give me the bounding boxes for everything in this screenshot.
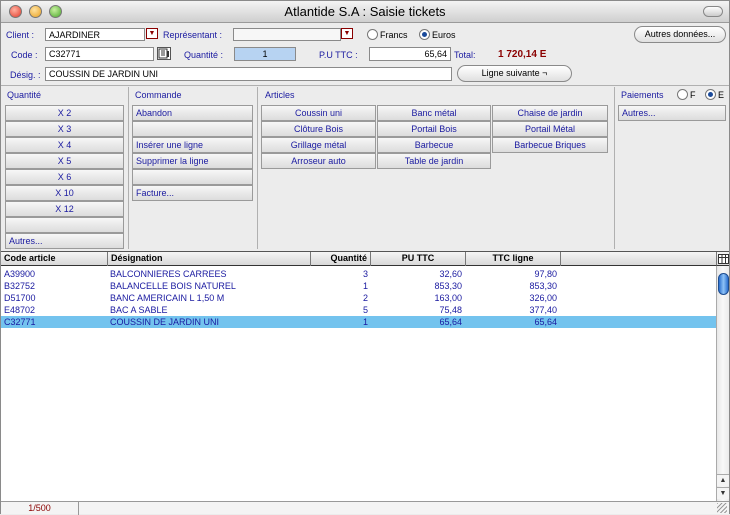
article-table-jardin-button[interactable]: Table de jardin (377, 153, 491, 169)
cell-designation: BALCONNIERES CARREES (110, 269, 227, 279)
column-header-designation[interactable]: Désignation (108, 252, 311, 266)
column-chooser-icon[interactable] (716, 252, 729, 266)
cell-designation: COUSSIN DE JARDIN UNI (110, 317, 220, 327)
cell-quantite: 1 (362, 281, 368, 291)
multiply-4-button[interactable]: X 4 (5, 137, 124, 153)
scroll-down-arrow-icon[interactable]: ▼ (717, 487, 729, 499)
cell-quantite: 1 (362, 317, 368, 327)
code-field[interactable]: C32771 (45, 47, 154, 61)
panel-separator (614, 87, 615, 249)
client-label: Client : (6, 30, 35, 40)
total-label: Total: (454, 50, 476, 60)
client-dropdown-arrow-icon[interactable]: ▼ (146, 28, 158, 39)
table-header (1, 252, 717, 266)
scroll-up-arrow-icon[interactable]: ▲ (717, 474, 729, 486)
client-field[interactable]: AJARDINER (45, 28, 145, 41)
paiement-f-radio[interactable] (677, 89, 688, 100)
column-header-pu-ttc[interactable]: PU TTC (371, 252, 466, 266)
francs-label: Francs (380, 30, 408, 40)
paiement-e-label: E (718, 90, 725, 100)
cell-code: C32771 (4, 317, 36, 327)
code-lookup-icon[interactable] (157, 47, 171, 60)
scrollbar-thumb[interactable] (718, 273, 729, 295)
cell-code: D51700 (4, 293, 36, 303)
cell-pu-ttc: 75,48 (439, 305, 462, 315)
multiply-6-button[interactable]: X 6 (5, 169, 124, 185)
quantite-label: Quantité : (184, 50, 224, 60)
cell-code: E48702 (4, 305, 36, 315)
cell-quantite: 2 (362, 293, 368, 303)
cell-code: A39900 (4, 269, 36, 279)
table-row[interactable] (1, 292, 717, 304)
inserer-ligne-button[interactable]: Insérer une ligne (132, 137, 253, 153)
panel-separator (257, 87, 258, 249)
commande-blank-button-2[interactable] (132, 169, 253, 185)
multiply-3-button[interactable]: X 3 (5, 121, 124, 137)
code-label: Code : (11, 50, 38, 60)
table-row[interactable] (1, 304, 717, 316)
cell-pu-ttc: 853,30 (434, 281, 462, 291)
multiply-2-button[interactable]: X 2 (5, 105, 124, 121)
ticket-lines-table[interactable] (1, 251, 729, 501)
representant-field[interactable] (233, 28, 341, 41)
table-row[interactable] (1, 268, 717, 280)
toolbar-toggle-button[interactable] (703, 6, 723, 17)
abandon-button[interactable]: Abandon (132, 105, 253, 121)
column-header-code-article[interactable]: Code article (1, 252, 108, 266)
cell-pu-ttc: 163,00 (434, 293, 462, 303)
article-coussin-uni-button[interactable]: Coussin uni (261, 105, 376, 121)
window-title: Atlantide S.A : Saisie tickets (284, 4, 446, 19)
multiply-12-button[interactable]: X 12 (5, 201, 124, 217)
article-portail-bois-button[interactable]: Portail Bois (377, 121, 491, 137)
status-bar (1, 501, 729, 514)
multiply-10-button[interactable]: X 10 (5, 185, 124, 201)
supprimer-ligne-button[interactable]: Supprimer la ligne (132, 153, 253, 169)
ligne-suivante-button[interactable]: Ligne suivante ¬ (457, 65, 572, 82)
cell-ttc-ligne: 853,30 (529, 281, 557, 291)
paiement-autres-button[interactable]: Autres... (618, 105, 726, 121)
desig-label: Désig. : (10, 70, 41, 80)
title-bar (1, 1, 729, 23)
table-row[interactable] (1, 280, 717, 292)
article-banc-metal-button[interactable]: Banc métal (377, 105, 491, 121)
cell-ttc-ligne: 377,40 (529, 305, 557, 315)
cell-ttc-ligne: 326,00 (529, 293, 557, 303)
pu-ttc-label: P.U TTC : (319, 50, 358, 60)
form-divider (1, 85, 729, 86)
multiply-5-button[interactable]: X 5 (5, 153, 124, 169)
article-grillage-metal-button[interactable]: Grillage métal (261, 137, 376, 153)
paiement-e-radio[interactable] (705, 89, 716, 100)
euros-radio[interactable] (419, 29, 430, 40)
commande-panel-title: Commande (135, 90, 182, 100)
quantite-panel-title: Quantité (7, 90, 42, 100)
article-barbecue-briques-button[interactable]: Barbecue Briques (492, 137, 608, 153)
panel-separator (128, 87, 129, 249)
paiements-panel-title: Paiements (621, 90, 664, 100)
pu-ttc-field[interactable]: 65,64 (369, 47, 451, 61)
record-counter: 1/500 (1, 502, 79, 515)
cell-pu-ttc: 65,64 (439, 317, 462, 327)
cell-pu-ttc: 32,60 (439, 269, 462, 279)
euros-label: Euros (432, 30, 456, 40)
table-scrollbar[interactable] (716, 266, 729, 502)
cell-quantite: 5 (362, 305, 368, 315)
articles-panel-title: Articles (265, 90, 295, 100)
designation-field[interactable]: COUSSIN DE JARDIN UNI (45, 67, 452, 81)
autres-donnees-button[interactable]: Autres données... (634, 26, 726, 43)
resize-grip-icon[interactable] (717, 503, 727, 513)
cell-ttc-ligne: 65,64 (534, 317, 557, 327)
total-value: 1 720,14 E (498, 49, 547, 60)
article-portail-metal-button[interactable]: Portail Métal (492, 121, 608, 137)
article-arroseur-auto-button[interactable]: Arroseur auto (261, 153, 376, 169)
paiement-f-label: F (690, 90, 696, 100)
quantite-field[interactable]: 1 (234, 47, 296, 61)
article-barbecue-button[interactable]: Barbecue (377, 137, 491, 153)
cell-designation: BAC A SABLE (110, 305, 168, 315)
cell-designation: BALANCELLE BOIS NATUREL (110, 281, 236, 291)
column-header-ttc-ligne[interactable]: TTC ligne (466, 252, 561, 266)
cell-code: B32752 (4, 281, 36, 291)
table-row-selected[interactable] (1, 316, 717, 328)
cell-quantite: 3 (362, 269, 368, 279)
representant-label: Représentant : (163, 30, 223, 40)
quantity-autres-button[interactable]: Autres... (5, 233, 124, 249)
article-cloture-bois-button[interactable]: Clôture Bois (261, 121, 376, 137)
cell-ttc-ligne: 97,80 (534, 269, 557, 279)
facture-button[interactable]: Facture... (132, 185, 253, 201)
column-header-quantite[interactable]: Quantité (311, 252, 371, 266)
article-chaise-jardin-button[interactable]: Chaise de jardin (492, 105, 608, 121)
commande-blank-button-1[interactable] (132, 121, 253, 137)
francs-radio[interactable] (367, 29, 378, 40)
quantity-blank-button[interactable] (5, 217, 124, 233)
cell-designation: BANC AMERICAIN L 1,50 M (110, 293, 225, 303)
representant-dropdown-arrow-icon[interactable]: ▼ (341, 28, 353, 39)
